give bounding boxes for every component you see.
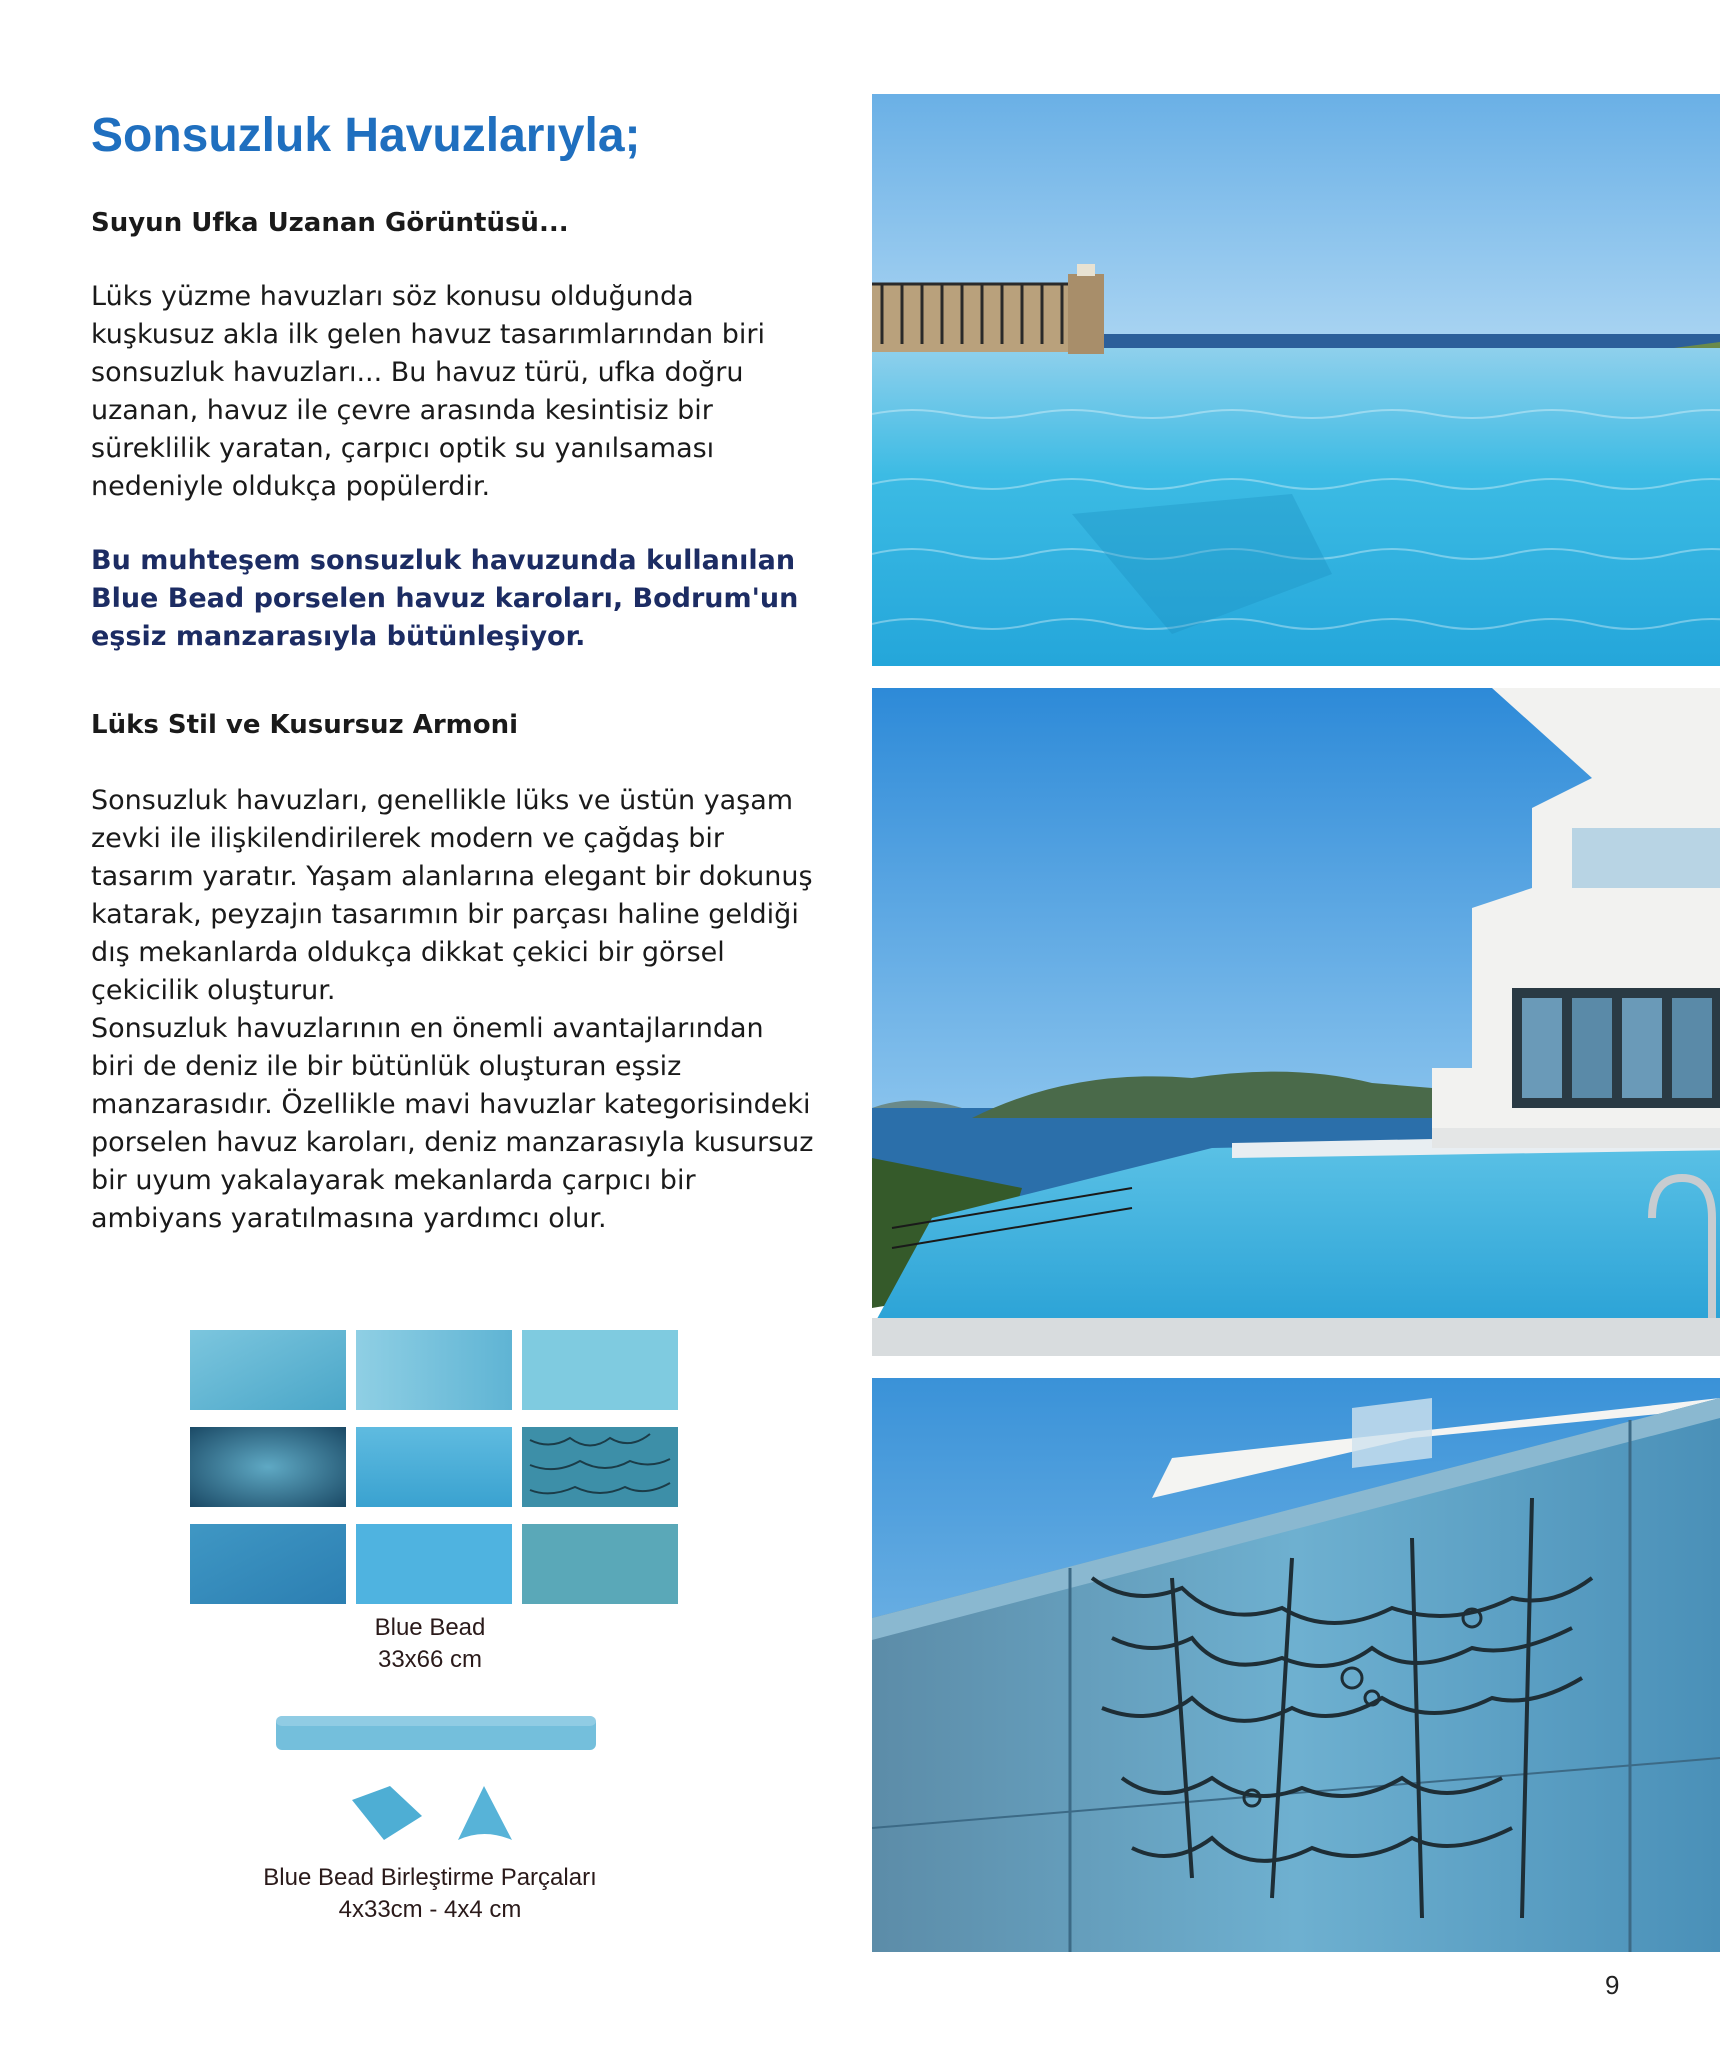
paragraph-line: katarak, peyzajın tasarımın bir parçası haline geldiği [91, 899, 799, 930]
section2-heading: Lüks Stil ve Kusursuz Armoni [91, 710, 519, 740]
paragraph-line: manzarasıdır. Özellikle mavi havuzlar kategorisindeki [91, 1089, 811, 1120]
photo-tile-closeup [872, 1378, 1720, 1952]
paragraph-line: biri de deniz ile bir bütünlük oluşturan eşsiz [91, 1051, 682, 1082]
section1-paragraph [91, 278, 851, 506]
page-number: 9 [1605, 1970, 1620, 2000]
trim-caption [230, 1862, 630, 1926]
highlight-line: Bu muhteşem sonsuzluk havuzunda kullanılan [91, 545, 796, 576]
trim-pieces-image [272, 1712, 602, 1852]
trim-size: 4x33cm - 4x4 cm [338, 1896, 522, 1923]
paragraph-line: sonsuzluk havuzları... Bu havuz türü, ufka doğru [91, 357, 744, 388]
highlight-line: Blue Bead porselen havuz karoları, Bodrum'un [91, 583, 799, 614]
paragraph-line: zevki ile ilişkilendirilerek modern ve çağdaş bir [91, 823, 724, 854]
paragraph-line: bir uyum yakalayarak mekanlarda çarpıcı bir [91, 1165, 696, 1196]
paragraph-line: uzanan, havuz ile çevre arasında kesintisiz bir [91, 395, 713, 426]
tile-swatches-image [190, 1330, 680, 1604]
paragraph-line: Lüks yüzme havuzları söz konusu olduğunda [91, 281, 694, 312]
section2-paragraph [91, 782, 851, 1238]
highlight-paragraph [91, 542, 851, 656]
product-caption [330, 1612, 530, 1676]
photo-infinity-pool [872, 94, 1720, 666]
page-title: Sonsuzluk Havuzlarıyla; [91, 109, 641, 162]
tile-swatch-grid [190, 1330, 680, 1604]
paragraph-line: porselen havuz karoları, deniz manzarasıyla kusursuz [91, 1127, 814, 1158]
paragraph-line: çekicilik oluşturur. [91, 975, 336, 1006]
product-size: 33x66 cm [377, 1646, 483, 1673]
paragraph-line: dış mekanlarda oldukça dikkat çekici bir görsel [91, 937, 725, 968]
section1-heading: Suyun Ufka Uzanan Görüntüsü... [91, 208, 569, 238]
photo-villa-pool [872, 688, 1720, 1356]
highlight-line: eşsiz manzarasıyla bütünleşiyor. [91, 621, 586, 652]
paragraph-line: Sonsuzluk havuzları, genellikle lüks ve üstün yaşam [91, 785, 794, 816]
trim-name: Blue Bead Birleştirme Parçaları [263, 1864, 597, 1891]
paragraph-line: Sonsuzluk havuzlarının en önemli avantajlarından [91, 1013, 764, 1044]
paragraph-line: ambiyans yaratılmasına yardımcı olur. [91, 1203, 607, 1234]
paragraph-line: nedeniyle oldukça popülerdir. [91, 471, 491, 502]
paragraph-line: kuşkusuz akla ilk gelen havuz tasarımlarından biri [91, 319, 765, 350]
product-name: Blue Bead [374, 1614, 486, 1641]
paragraph-line: tasarım yaratır. Yaşam alanlarına elegant bir dokunuş [91, 861, 813, 892]
paragraph-line: süreklilik yaratan, çarpıcı optik su yanılsaması [91, 433, 715, 464]
